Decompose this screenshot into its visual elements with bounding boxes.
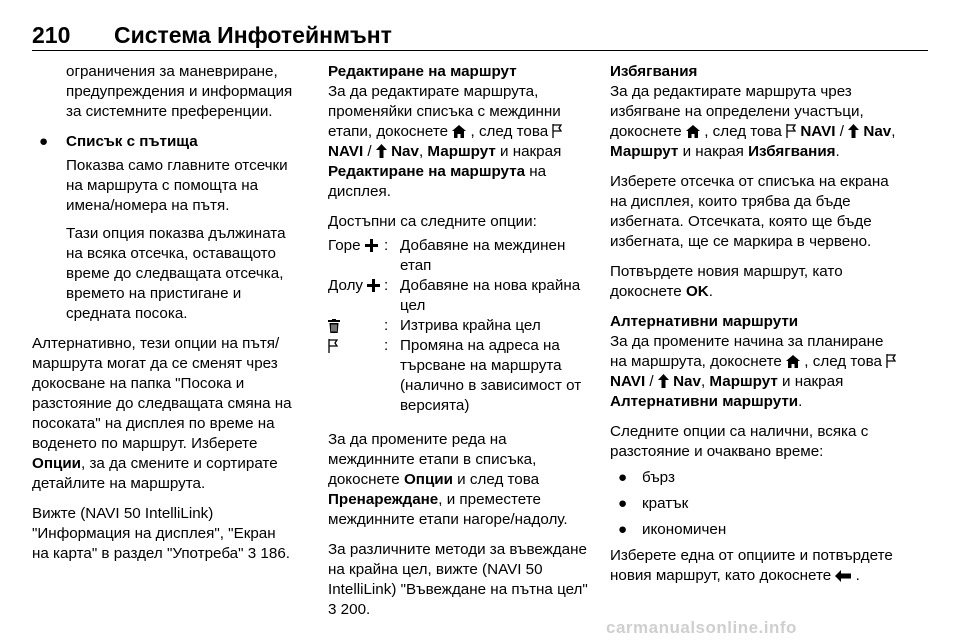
page-ref: 186. — [256, 545, 290, 562]
select-segment-paragraph: Изберете отсечка от списъка на екрана на дисплея, които трябва да бъде избегната. Отсечката, която ще бъде избегната, ще се маркира в червено. — [610, 173, 889, 250]
option-key — [328, 336, 384, 416]
list-item-label: икономичен — [642, 521, 727, 538]
option-key-label: Долу — [328, 277, 364, 294]
text-run: Алтернативно, тези опции на пътя/маршрута могат да се сменят чрез докосване на папка "Посока и разстояние до следващата смяна на посоката" на дисплея по време на воденето по маршрут. Изберете — [32, 335, 292, 452]
section-heading: Редактиране на маршрут — [328, 63, 517, 80]
text-run: За да редактирате маршрута чрез избягване на определени участъци, докоснете — [610, 83, 864, 140]
nav-arrow-icon — [376, 143, 391, 160]
intro-text: ограничения за маневриране, предупреждения и информация за системните преференции. — [66, 63, 293, 120]
bullet-icon: ● — [618, 495, 628, 512]
alternative-paragraph — [32, 334, 296, 494]
text-run: Потвърдете новия маршрут, като докоснете — [610, 263, 843, 300]
text-run: , след това — [704, 123, 787, 140]
edit-route-paragraph — [328, 82, 592, 202]
option-change-address — [328, 336, 592, 416]
option-up — [328, 236, 592, 276]
option-down — [328, 276, 592, 316]
avoid-term: Избягвания — [748, 143, 836, 160]
options-term: Опции — [32, 455, 81, 472]
list-item-title: Списък с пътища — [66, 133, 198, 150]
options-term: Опции — [403, 471, 453, 488]
page-ref-icon: 3 — [247, 545, 257, 562]
avoid-paragraph: За да редактирате маршрута чрез избягване на определени участъци, докоснете , след това NAVI / Nav, Маршрут и накрая Избягвания. — [610, 83, 896, 160]
column-left — [32, 62, 296, 574]
text-run: , след това — [804, 353, 887, 370]
option-separator: : — [384, 317, 389, 334]
options-available-paragraph: Следните опции са налични, всяка с разстояние и очаквано време: — [610, 423, 869, 460]
option-separator: : — [384, 337, 389, 354]
section-heading: Избягвания — [610, 63, 698, 80]
alt-routes-paragraph: За да промените начина за планиране на маршрута, докоснете , след това NAVI / Nav, Маршрут и накрая Алтернативни маршрути. — [610, 332, 898, 412]
page-header — [32, 22, 928, 52]
watermark: carmanualsonline.info — [606, 618, 797, 637]
see-also-paragraph — [32, 504, 296, 564]
column-right — [610, 62, 898, 596]
list-item — [610, 468, 898, 488]
choose-option-paragraph — [610, 546, 898, 586]
option-separator: : — [384, 237, 389, 254]
nav-term: Nav — [863, 123, 892, 140]
rearrange-term: Пренареждане — [328, 491, 439, 508]
back-arrow-icon — [835, 567, 855, 584]
route-term: Маршрут — [427, 143, 496, 160]
text-run: Изберете една от опциите и потвърдете новия маршрут, като докоснете — [610, 547, 893, 584]
text-run: . — [798, 393, 803, 410]
page-number: 210 — [32, 22, 71, 48]
nav-term: Nav — [673, 373, 701, 390]
destination-paragraph — [328, 540, 592, 620]
option-key — [328, 276, 384, 316]
text-run: , и преместете междинните етапи нагоре/надолу. — [328, 491, 568, 528]
bullet-icon: ● — [618, 469, 628, 486]
edit-route-term: Редактиране на маршрута — [328, 163, 526, 180]
text-run: и след това — [452, 471, 540, 488]
option-desc: Добавяне на междинен етап — [400, 237, 566, 274]
text-run: , — [418, 143, 428, 160]
page-title: Система Инфотейнмънт — [114, 22, 392, 48]
list-item — [32, 132, 296, 152]
navi-term: NAVI — [800, 123, 836, 140]
option-key — [328, 316, 384, 336]
list-desc-2: Тази опция показва дължината на всяка отсечка, оставащото време до следващата отсечка, времето на пристигане и средната посока. — [66, 225, 286, 322]
section-heading-2: Алтернативни маршрути — [610, 313, 799, 330]
option-desc: Промяна на адреса на търсване на маршрута (налично в зависимост от версията) — [400, 337, 582, 414]
page-ref-icon: 3 — [328, 601, 337, 618]
option-key — [328, 236, 384, 276]
text-run: . — [708, 283, 713, 300]
text-run: . — [855, 567, 860, 584]
option-key-label: Горе — [328, 237, 361, 254]
text-run: и накрая — [678, 143, 749, 160]
text-run: Вижте (NAVI 50 IntelliLink) "Информация на дисплея", "Екран на карта" в раздел "Употреба" — [32, 505, 276, 562]
list-desc-1: Показва само главните отсечки на маршрута с помощта на имена/номера на пътя. — [66, 157, 288, 214]
option-desc: Изтрива крайна цел — [400, 317, 541, 334]
page-ref: 200. — [336, 601, 371, 618]
option-separator: : — [384, 277, 389, 294]
text-run: , след това — [470, 123, 553, 140]
plus-icon — [367, 279, 380, 292]
text-run: и накрая — [495, 143, 562, 160]
flag-icon — [786, 123, 800, 140]
navi-term: NAVI — [610, 373, 646, 390]
alt-routes-term: Алтернативни маршрути — [610, 393, 799, 410]
flag-icon — [552, 123, 562, 140]
header-divider — [32, 50, 928, 51]
route-term: Маршрут — [709, 373, 778, 390]
home-icon — [786, 353, 804, 370]
options-intro: Достъпни са следните опции: — [328, 213, 537, 230]
text-run: За да промените реда на междинните етапи в списъка, докоснете — [328, 431, 537, 488]
text-run: За да промените начина за планиране на маршрута, докоснете — [610, 333, 884, 370]
list-item-label: бърз — [642, 469, 675, 486]
option-delete — [328, 316, 592, 336]
list-item-label: кратък — [642, 495, 689, 512]
text-run: и накрая — [777, 373, 844, 390]
text-run: на дисплея. — [328, 163, 547, 200]
list-item — [610, 494, 898, 514]
navi-term: NAVI — [328, 143, 364, 160]
text-run: За да редактирате маршрута, променяйки списъка с междинни етапи, докоснете — [328, 83, 561, 140]
text-run: За различните методи за въвеждане на крайна цел, вижте (NAVI 50 IntelliLink) "Въвеждане на пътна цел" — [328, 541, 588, 598]
home-icon — [452, 123, 470, 140]
trash-icon — [328, 319, 340, 333]
nav-arrow-icon — [848, 123, 863, 140]
nav-term: Nav — [391, 143, 419, 160]
option-desc: Добавяне на нова крайна цел — [400, 277, 581, 314]
flag-icon — [328, 339, 338, 353]
flag-icon — [886, 353, 896, 370]
column-middle — [328, 62, 592, 630]
bullet-icon: ● — [39, 133, 49, 150]
list-item — [610, 520, 898, 540]
confirm-paragraph — [610, 262, 898, 302]
bullet-icon: ● — [618, 521, 628, 538]
nav-arrow-icon — [658, 373, 673, 390]
text-run: / — [363, 143, 376, 160]
plus-icon — [365, 239, 378, 252]
text-run: , за да смените и сортирате детайлите на маршрута. — [32, 455, 278, 492]
ok-term: OK — [685, 283, 709, 300]
reorder-paragraph — [328, 430, 592, 530]
route-term: Маршрут — [610, 143, 679, 160]
home-icon — [686, 123, 704, 140]
text-run: . — [835, 143, 840, 160]
